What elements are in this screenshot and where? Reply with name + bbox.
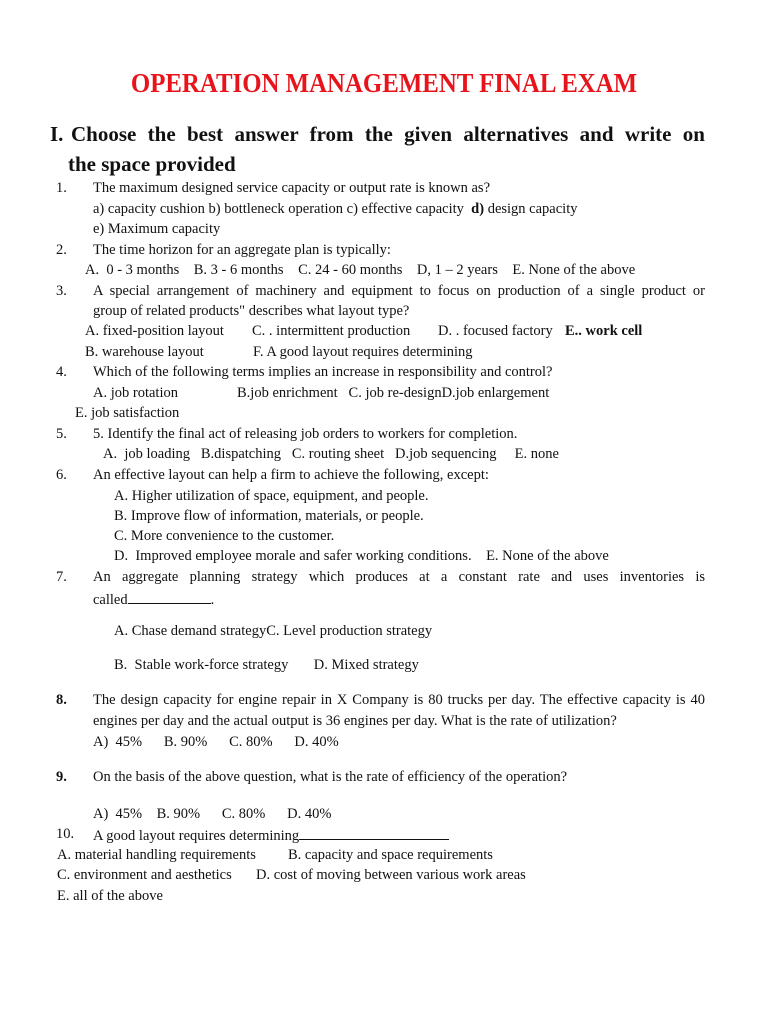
answer-option-e: E. all of the above [57,888,163,904]
question-text [93,825,449,845]
answer-options-bcd: B.job enrichment C. job re-designD.job enlargement [237,385,550,401]
question-text-called: called [93,592,128,608]
answer-option-d: D. Improved employee morale and safer working conditions. E. None of the above [114,548,609,564]
question-number: 10. [56,826,75,842]
answer-options: A. job loading B.dispatching C. routing sheet D.job sequencing E. none [103,446,559,462]
answer-blank [299,825,449,840]
answer-option-c: C. environment and aesthetics [57,867,232,883]
question-text-line2: group of related products" describes what layout type? [93,303,410,319]
answer-option-b: B. warehouse layout [85,344,204,360]
answer-option-d: D. cost of moving between various work areas [256,867,526,883]
answer-options: A) 45% B. 90% C. 80% D. 40% [93,806,332,822]
answer-options-ac: A. Chase demand strategyC. Level production strategy [114,623,433,639]
exam-title: OPERATION MANAGEMENT FINAL EXAM [130,68,638,98]
question-text-period: . [210,592,215,608]
answer-blank [128,589,211,604]
question-number: 7. [56,569,67,585]
question-text-line1: An aggregate planning strategy which produces at a constant rate and uses inventories is [93,569,705,585]
answer-option-a: A. Higher utilization of space, equipment, and people. [114,488,429,504]
answer-options: A) 45% B. 90% C. 80% D. 40% [93,734,339,750]
question-number: 3. [56,283,67,299]
question-text: The maximum designed service capacity or output rate is known as? [93,180,491,196]
question-number: 6. [56,467,67,483]
question-number: 2. [56,242,67,258]
answer-options-abc: a) capacity cushion b) bottleneck operation c) effective capacity [93,201,464,217]
question-text-line2 [93,589,214,609]
question-number: 4. [56,364,67,380]
answer-option-e: E. job satisfaction [75,405,180,421]
answer-options: A. 0 - 3 months B. 3 - 6 months C. 24 - 60 months D, 1 – 2 years E. None of the above [85,262,636,278]
answer-option-d: design capacity [484,201,578,217]
question-text-line1: The design capacity for engine repair in X Company is 80 trucks per day. The effective capacity is 40 [93,692,705,708]
question-text: Which of the following terms implies an increase in responsibility and control? [93,364,553,380]
answer-option-b: B. Improve flow of information, materials, or people. [114,508,424,524]
question-number: 8. [56,692,67,708]
section-numeral: I. [50,122,64,146]
question-text-line2: engines per day and the actual output is 36 engines per day. What is the rate of utilization? [93,713,617,729]
question-text-body: A good layout requires determining [93,828,300,844]
question-text: An effective layout can help a firm to achieve the following, except: [93,467,489,483]
answer-option-a: A. material handling requirements [57,847,256,863]
answer-option-b: B. capacity and space requirements [288,847,493,863]
answer-option-c: C. More convenience to the customer. [114,528,335,544]
question-number: 9. [56,769,67,785]
question-number: 5. [56,426,67,442]
question-text: 5. Identify the final act of releasing job orders to workers for completion. [93,426,518,442]
answer-option-a: A. fixed-position layout [85,323,224,339]
answer-option-c: C. . intermittent production [252,323,411,339]
question-number: 1. [56,180,67,196]
question-text-line1: A special arrangement of machinery and equipment to focus on production of a single product or [93,283,705,299]
answer-option-d-label: d) [471,201,485,217]
answer-option-e: e) Maximum capacity [93,221,221,237]
question-text: The time horizon for an aggregate plan is typically: [93,242,391,258]
answer-options-bd: B. Stable work-force strategy D. Mixed strategy [114,657,419,673]
section-instruction-line1: Choose the best answer from the given alternatives and write on [71,122,705,146]
answer-option-d: D. . focused factory [438,323,553,339]
answer-option-a: A. job rotation [93,385,178,401]
answer-options [93,200,578,218]
answer-option-f: F. A good layout requires determining [253,344,473,360]
question-text: On the basis of the above question, what is the rate of efficiency of the operation? [93,769,568,785]
answer-option-e: E.. work cell [565,323,643,339]
section-instruction-line2: the space provided [68,152,236,176]
